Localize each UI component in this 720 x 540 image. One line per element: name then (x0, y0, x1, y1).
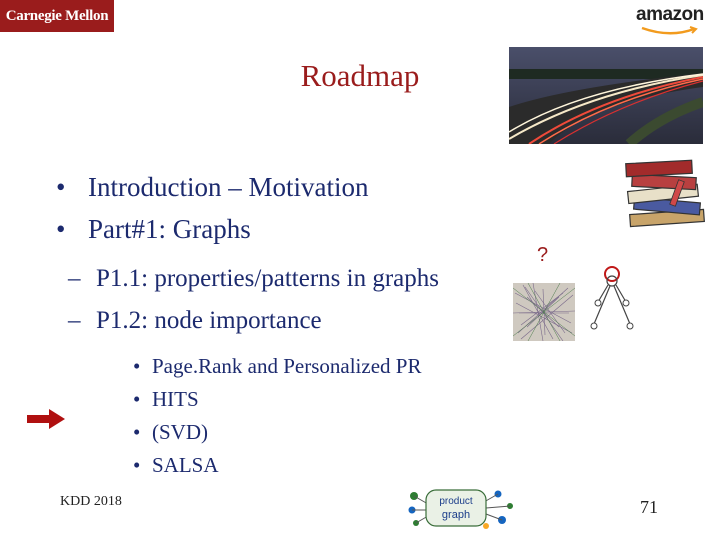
logo-word-product: product (439, 496, 473, 507)
red-arrow-icon (27, 409, 65, 429)
slide-title: Roadmap (300, 58, 420, 93)
question-mark: ? (537, 244, 549, 266)
logo-word-graph: graph (441, 509, 471, 521)
amazon-logo (636, 4, 708, 38)
sub-sub-bullet-item: • Page.Rank and Personalized PR (133, 354, 422, 378)
bullet-item: • Part#1: Graphs (56, 214, 251, 244)
sub-bullet-item: – P1.2: node importance (68, 307, 322, 334)
graph-thumbnail (513, 283, 575, 341)
amazon-wordmark: amazon (636, 4, 704, 25)
bullet-item: • Introduction – Motivation (56, 172, 369, 202)
page-number: 71 (640, 497, 658, 517)
product-graph-logo (406, 486, 516, 530)
sub-sub-bullet-item: • (SVD) (133, 420, 208, 444)
carnegie-mellon-logo: Carnegie Mellon (0, 0, 114, 32)
stick-figure-icon (588, 264, 636, 332)
bullet-list (56, 166, 439, 482)
footer-conference: KDD 2018 (60, 494, 122, 509)
amazon-smile-icon (640, 26, 700, 36)
highway-photo (509, 47, 703, 144)
sub-sub-bullet-item: • SALSA (133, 453, 219, 477)
sub-bullet-item: – P1.1: properties/patterns in graphs (68, 265, 439, 292)
books-icon (622, 154, 708, 234)
sub-sub-bullet-item: • HITS (133, 387, 199, 411)
